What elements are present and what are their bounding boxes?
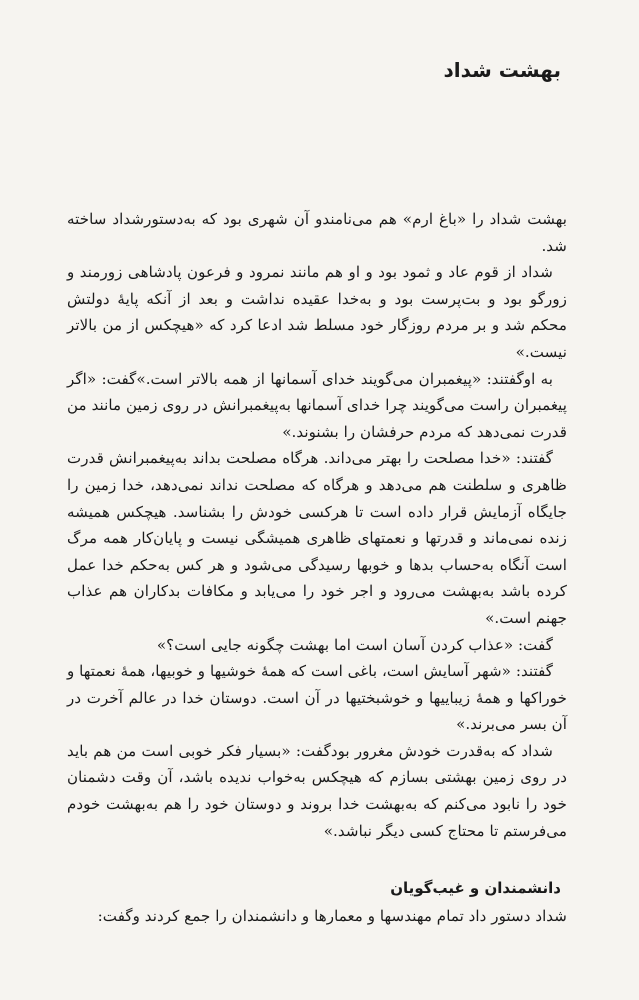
chapter-title: بهشت شداد — [443, 58, 561, 82]
paragraph-4: گفتند: «خدا مصلحت را بهتر می‌داند. هرگاه مصلحت بداند به‌پیغمبرانش قدرت ظاهری و سلطنت هم می‌دهد و هرگاه که مصلحت نداند نمی‌دهد، خدا زمین را جایگاه آزمایش قرار داده است تا هرکسی خودش را بشناسد. هیچکس همیشه زنده نمی‌ماند و قدرتها و نعمتهای ظاهری همیشگی نیست و پایان‌کار همه مرگ است آنگاه به‌حساب بدها و خوبها رسیدگی می‌شود و هر کس به‌حکم خدا عمل کرده باشد به‌بهشت می‌رود و اجر خود را می‌یابد و مکافات بدکاران هم عذاب جهنم است.» — [67, 449, 567, 627]
paragraph-1: بهشت شداد را «باغ ارم» هم می‌نامندو آن شهری بود که به‌دستورشداد ساخته شد. — [67, 210, 567, 255]
paragraph-7: شداد که به‌قدرت خودش مغرور بودگفت: «بسیار فکر خوبی است من هم باید در روی زمین بهشتی بسازم که هیچکس به‌خواب ندیده باشد، آن وقت دشمنان خود را نابود می‌کنم که به‌بهشت خدا بروند و دوستان خود را هم به‌بهشت خودم می‌فرستم تا محتاج کسی دیگر نباشد.» — [67, 741, 567, 840]
section-first-line: شداد دستور داد تمام مهندسها و معمارها و دانشمندان را جمع کردند وگفت: — [97, 907, 567, 925]
paragraph-6: گفتند: «شهر آسایش است، باغی است که همهٔ خوشیها و خوبیها، همهٔ نعمتها و خوراکها و همهٔ زیباییها و خوشبختیها در آن است. دوستان خدا در عالم آخرت در آن بسر می‌برند.» — [67, 662, 567, 734]
paragraph-2: شداد از قوم عاد و ثمود بود و او هم مانند نمرود و فرعون پادشاهی زورمند و زورگو بود و بت‌پرست بود و به‌خدا عقیده نداشت و بعد از آنکه پایهٔ دولتش محکم شد و بر مردم روزگار خود مسلط شد ادعا کرد که «هیچکس از من بالاتر نیست.» — [67, 263, 567, 361]
section-heading: دانشمندان و غیب‌گویان — [390, 879, 561, 897]
paragraph-3: به اوگفتند: «پیغمبران می‌گویند خدای آسمانها از همه بالاتر است.»گفت: «اگر پیغمبران راست می‌گویند چرا خدای آسمانها به‌پیغمبرانش در روی زمین مانند من قدرت نمی‌دهد که مردم حرفشان را بشنوند.» — [67, 369, 567, 441]
paragraph-5: گفت: «عذاب کردن آسان است اما بهشت چگونه جایی است؟» — [156, 635, 553, 654]
chapter-body — [67, 206, 567, 844]
